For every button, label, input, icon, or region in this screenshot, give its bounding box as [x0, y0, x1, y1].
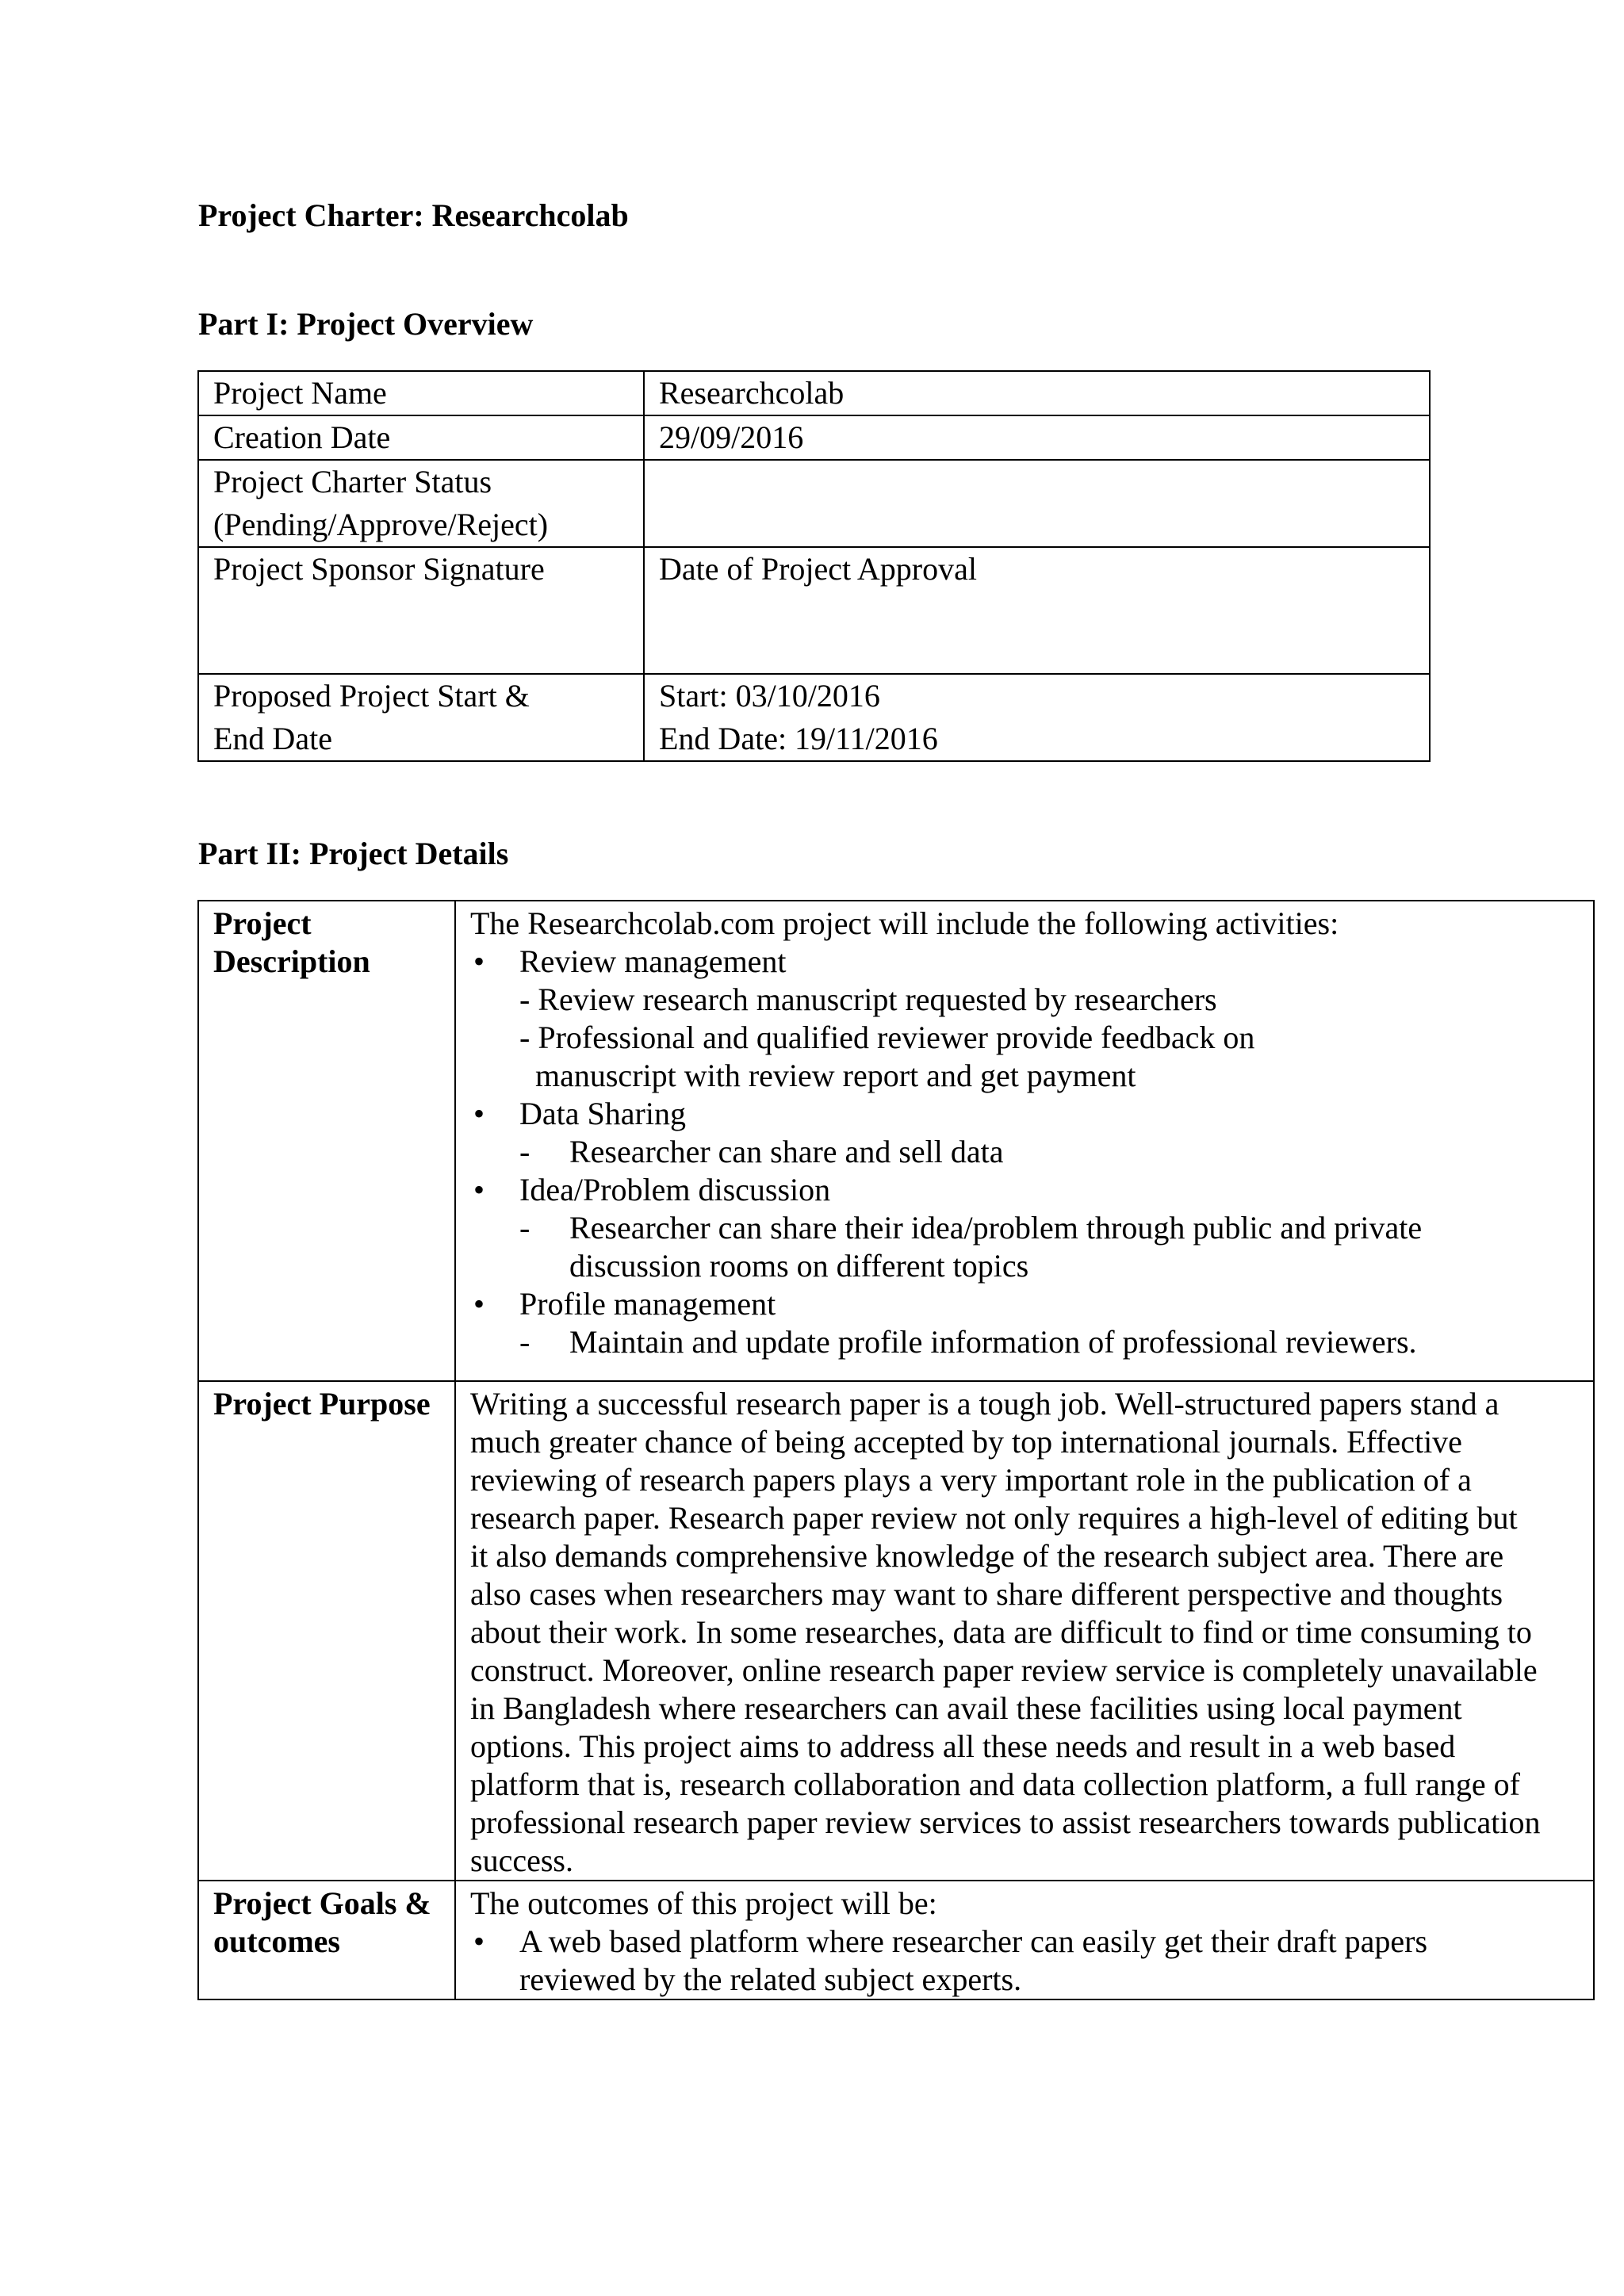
table-row [198, 901, 1594, 1381]
creation-date-label: Creation Date [198, 415, 644, 460]
activity-1-sub-2: - Professional and qualified reviewer provide feedback on [519, 1020, 1255, 1055]
purpose-line: much greater chance of being accepted by top international journals. Effective [470, 1424, 1462, 1460]
purpose-line: reviewing of research papers plays a very important role in the publication of a [470, 1462, 1472, 1498]
bullet-icon: • [473, 1923, 485, 1959]
goals-content [455, 1881, 1594, 1999]
list-item [470, 1095, 1579, 1133]
project-details-table [197, 900, 1595, 2000]
start-end-label-line-1: Proposed Project Start & [213, 678, 530, 714]
purpose-line: Writing a successful research paper is a tough job. Well-structured papers stand a [470, 1386, 1500, 1422]
activity-4: Profile management [519, 1286, 776, 1322]
activity-2: Data Sharing [519, 1096, 686, 1131]
charter-status-label [198, 460, 644, 547]
dash-icon: - [519, 1324, 530, 1360]
part1-heading: Part I: Project Overview [198, 306, 534, 342]
activity-4-sub-1: Maintain and update profile information of professional reviewers. [569, 1324, 1417, 1360]
purpose-line: in Bangladesh where researchers can avail these facilities using local payment [470, 1690, 1462, 1726]
description-content [455, 901, 1594, 1381]
table-row [198, 547, 1430, 674]
start-end-value [644, 674, 1430, 761]
end-date-value: End Date: 19/11/2016 [659, 721, 938, 756]
table-row [198, 1881, 1594, 1999]
bullet-icon: • [473, 1172, 485, 1207]
list-item [470, 1209, 1579, 1247]
dash-icon: - [519, 1210, 530, 1246]
part2-heading: Part II: Project Details [198, 836, 509, 871]
list-item [470, 1171, 1579, 1209]
list-item [470, 1323, 1579, 1361]
approval-date-label: Date of Project Approval [644, 547, 1430, 674]
purpose-line: research paper. Research paper review not only requires a high-level of editing but [470, 1500, 1518, 1536]
charter-status-value [644, 460, 1430, 547]
purpose-line: it also demands comprehensive knowledge of the research subject area. There are [470, 1538, 1504, 1574]
list-item [470, 1923, 1579, 1961]
creation-date-value: 29/09/2016 [644, 415, 1430, 460]
start-end-label-line-2: End Date [213, 721, 332, 756]
table-row [198, 674, 1430, 761]
description-label-line-1: Project [213, 905, 312, 941]
activity-3-sub-1: Researcher can share their idea/problem through public and private [569, 1210, 1423, 1246]
charter-status-label-line-1: Project Charter Status [213, 464, 492, 499]
purpose-line: success. [470, 1843, 573, 1878]
activity-1-sub-2-cont: manuscript with review report and get payment [535, 1058, 1136, 1093]
activity-1: Review management [519, 943, 787, 979]
project-name-label: Project Name [198, 371, 644, 415]
activity-1-sub-1: - Review research manuscript requested by researchers [519, 982, 1217, 1017]
activity-2-sub-1: Researcher can share and sell data [569, 1134, 1004, 1169]
bullet-icon: • [473, 1286, 485, 1322]
sponsor-signature-label: Project Sponsor Signature [198, 547, 644, 674]
start-end-label [198, 674, 644, 761]
charter-status-label-line-2: (Pending/Approve/Reject) [213, 507, 549, 542]
goal-1-line-2: reviewed by the related subject experts. [519, 1961, 1022, 1997]
purpose-line: also cases when researchers may want to share different perspective and thoughts [470, 1576, 1503, 1612]
table-row [198, 415, 1430, 460]
list-item [470, 1133, 1579, 1171]
goals-label [198, 1881, 455, 1999]
description-intro: The Researchcolab.com project will include the following activities: [470, 905, 1339, 941]
table-row [198, 460, 1430, 547]
goals-label-line-1: Project Goals & [213, 1885, 431, 1921]
bullet-icon: • [473, 1096, 485, 1131]
purpose-content [455, 1381, 1594, 1881]
activity-3: Idea/Problem discussion [519, 1172, 831, 1207]
purpose-line: about their work. In some researches, data are difficult to find or time consuming to [470, 1614, 1532, 1650]
purpose-label: Project Purpose [198, 1381, 455, 1881]
description-label-line-2: Description [213, 943, 370, 979]
document-title: Project Charter: Researchcolab [198, 197, 629, 233]
activity-3-sub-1-cont: discussion rooms on different topics [569, 1248, 1029, 1284]
purpose-line: professional research paper review services to assist researchers towards publication [470, 1804, 1541, 1840]
purpose-line: platform that is, research collaboration and data collection platform, a full range of [470, 1766, 1520, 1802]
start-date-value: Start: 03/10/2016 [659, 678, 880, 714]
purpose-line: construct. Moreover, online research paper review service is completely unavailable [470, 1652, 1538, 1688]
project-overview-table [197, 370, 1431, 762]
dash-icon: - [519, 1134, 530, 1169]
bullet-icon: • [473, 943, 485, 979]
goal-1-line-1: A web based platform where researcher can easily get their draft papers [519, 1923, 1428, 1959]
purpose-line: options. This project aims to address all these needs and result in a web based [470, 1728, 1456, 1764]
list-item [470, 1285, 1579, 1323]
table-row [198, 371, 1430, 415]
goals-intro: The outcomes of this project will be: [470, 1885, 937, 1921]
goals-label-line-2: outcomes [213, 1923, 340, 1959]
table-row [198, 1381, 1594, 1881]
list-item [470, 943, 1579, 981]
description-label [198, 901, 455, 1381]
project-name-value: Researchcolab [644, 371, 1430, 415]
